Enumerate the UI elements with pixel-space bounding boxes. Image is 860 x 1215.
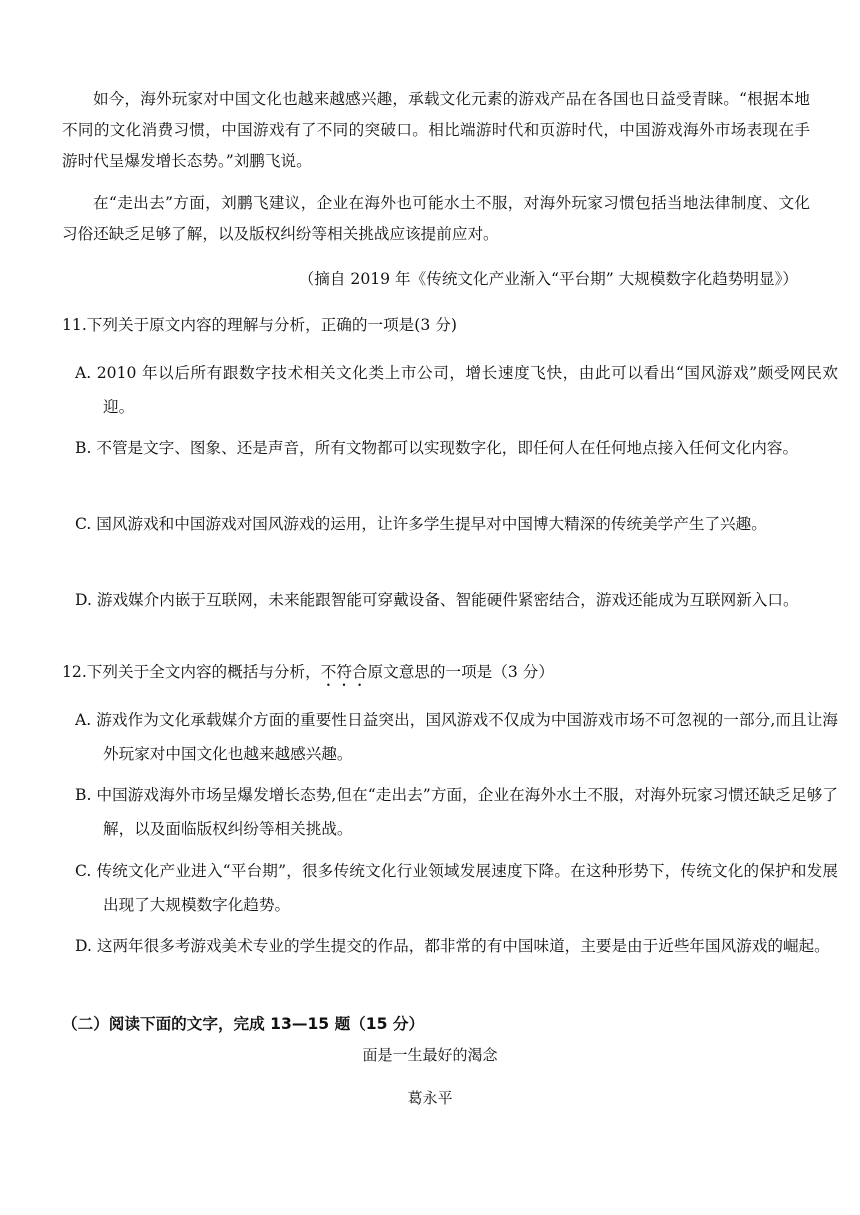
- section-2-heading: （二）阅读下面的文字，完成 13—15 题（15 分）: [62, 1015, 425, 1033]
- question-12-stem-prefix: 12.下列关于全文内容的概括与分析，: [62, 663, 321, 681]
- article-paragraph-2: 在“走出去”方面，刘鹏飞建议，企业在海外也可能水土不服，对海外玩家习惯包括当地法律制度、文化习俗还缺乏足够了解，以及版权纠纷等相关挑战应该提前应对。: [62, 194, 810, 243]
- question-11-stem: 11.下列关于原文内容的理解与分析，正确的一项是(3 分): [62, 316, 457, 334]
- question-12-stem: [62, 657, 810, 690]
- question-12-option-a: A. 游戏作为文化承载媒介方面的重要性日益突出，国风游戏不仅成为中国游戏市场不可忽视的一部分,而且让海外玩家对中国文化也越来越感兴趣。: [75, 711, 838, 763]
- question-12-option-d: D. 这两年很多考游戏美术专业的学生提交的作品，都非常的有中国味道，主要是由于近些年国风游戏的崛起。: [75, 937, 830, 955]
- passage-author: 葛永平: [407, 1089, 453, 1107]
- question-11-option-b: B. 不管是文字、图象、还是声音，所有文物都可以实现数字化，即任何人在任何地点接入任何文化内容。: [75, 439, 799, 457]
- question-12-option-c: C. 传统文化产业进入“平台期”，很多传统文化行业领域发展速度下降。在这种形势下，传统文化的保护和发展出现了大规模数字化趋势。: [75, 862, 838, 914]
- article-paragraph-1: 如今，海外玩家对中国文化也越来越感兴趣，承载文化元素的游戏产品在各国也日益受青睐。“根据本地不同的文化消费习惯，中国游戏有了不同的突破口。相比端游时代和页游时代，中国游戏海外市场表现在手游时代呈爆发增长态势。”刘鹏飞说。: [62, 90, 810, 170]
- question-12-stem-suffix: 原文意思的一项是（3 分）: [367, 663, 554, 681]
- passage-title: 面是一生最好的渴念: [362, 1046, 498, 1064]
- article-source-citation: （摘自 2019 年《传统文化产业渐入“平台期” 大规模数字化趋势明显》）: [298, 270, 798, 288]
- question-11-option-d: D. 游戏媒介内嵌于互联网，未来能跟智能可穿戴设备、智能硬件紧密结合，游戏还能成为互联网新入口。: [75, 591, 799, 609]
- question-12-option-b: B. 中国游戏海外市场呈爆发增长态势,但在“走出去”方面，企业在海外水土不服，对海外玩家习惯还缺乏足够了解，以及面临版权纠纷等相关挑战。: [75, 786, 838, 838]
- question-11-option-a: A. 2010 年以后所有跟数字技术相关文化类上市公司，增长速度飞快，由此可以看出“国风游戏”颇受网民欢迎。: [75, 364, 838, 416]
- question-11-option-c: C. 国风游戏和中国游戏对国风游戏的运用，让许多学生提早对中国博大精深的传统美学产生了兴趣。: [75, 515, 767, 533]
- question-12-emphasis: 不符合: [320, 663, 368, 681]
